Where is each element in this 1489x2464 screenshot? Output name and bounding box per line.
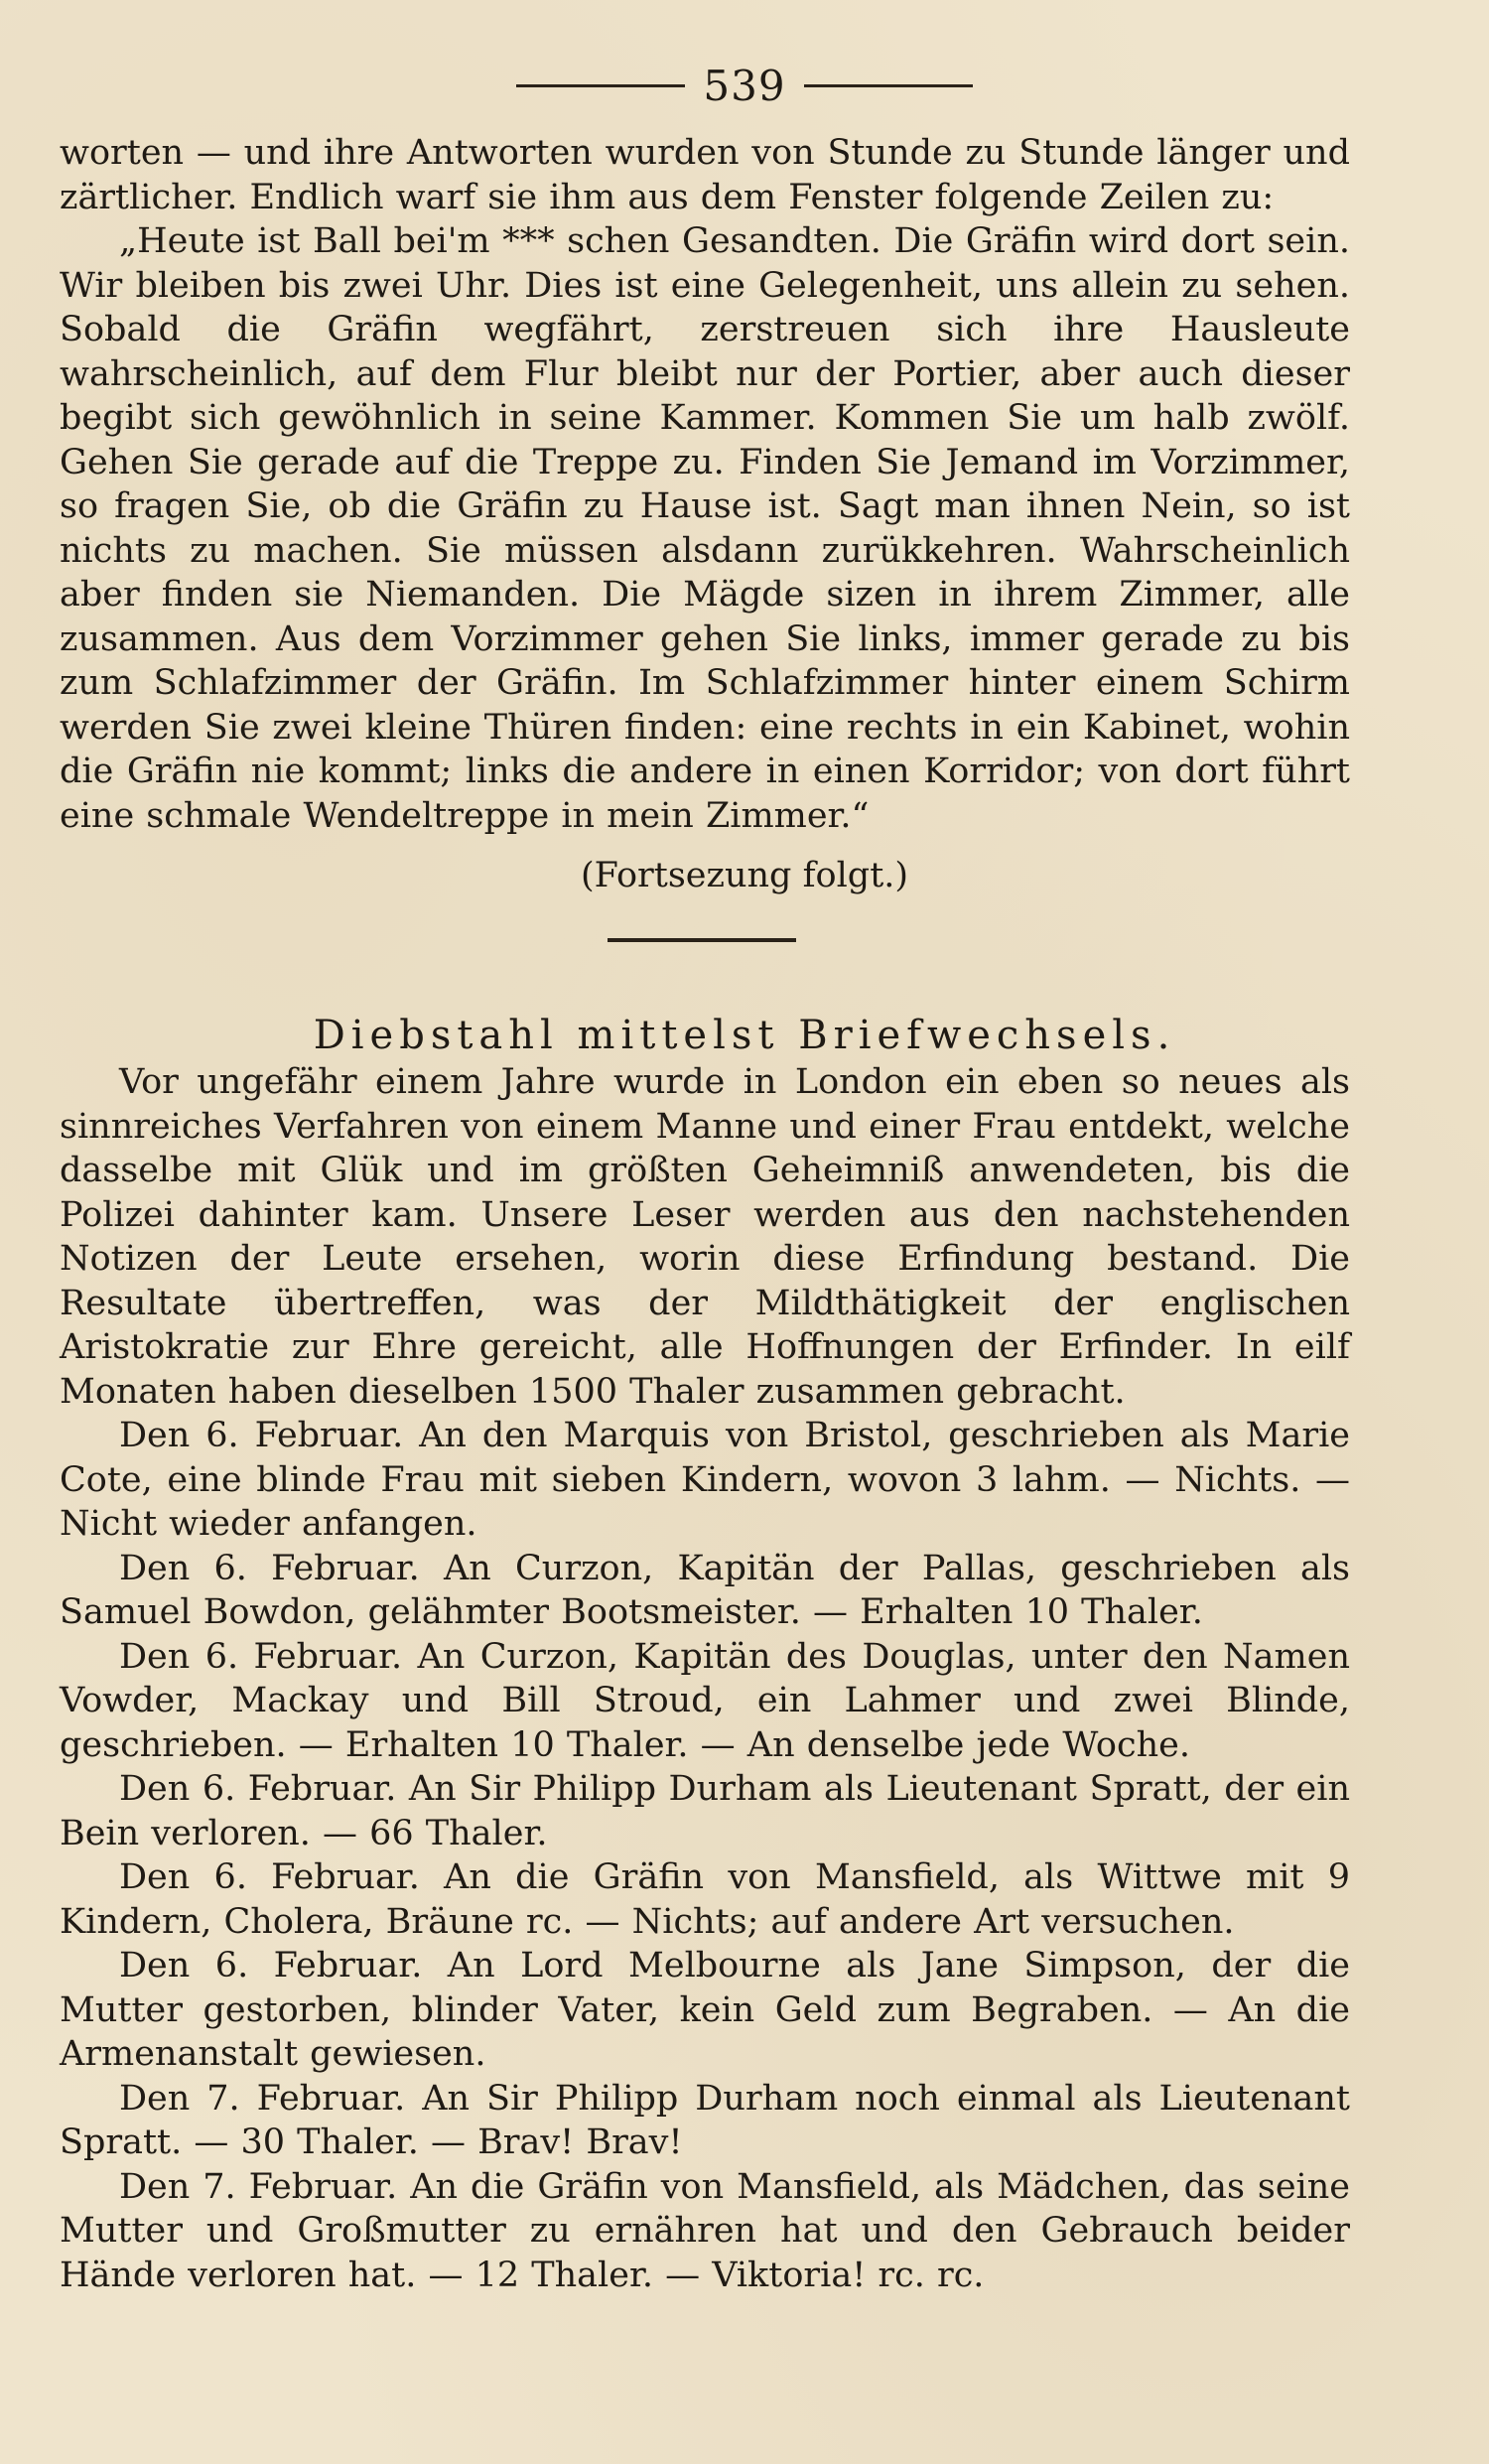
entry: Den 6. Februar. An Curzon, Kapitän des Douglas, unter den Namen Vowder, Mackay und Bill Stroud, ein Lahmer und zwei Blinde, geschrieben. — Erhalten 10 Thaler. — An denselbe jede Woche.: [60, 1636, 1350, 1765]
continuation-note: (Fortsezung folgt.): [580, 856, 909, 895]
header-rule-right: [804, 84, 973, 87]
article-title: Diebstahl mittelst Briefwechsels.: [313, 1013, 1176, 1058]
entry: Den 6. Februar. An Sir Philipp Durham als Lieutenant Spratt, der ein Bein verloren. — 66 Thaler.: [60, 1769, 1350, 1853]
paragraph-1: worten — und ihre Antworten wurden von Stunde zu Stunde länger und zärtlicher. Endlich warf sie ihm aus dem Fenster folgende Zeilen zu:: [60, 133, 1350, 217]
header-rule-left: [516, 84, 685, 87]
entry: Den 6. Februar. An Curzon, Kapitän der Pallas, geschrieben als Samuel Bowdon, gelähmter Bootsmeister. — Erhalten 10 Thaler.: [60, 1548, 1350, 1632]
entry: Den 6. Februar. An die Gräfin von Mansfield, als Wittwe mit 9 Kindern, Cholera, Bräune rc. — Nichts; auf andere Art versuchen.: [60, 1857, 1350, 1942]
page-header: [0, 62, 1489, 110]
section-separator: [608, 938, 796, 942]
article-body: [60, 1060, 1350, 2297]
page-number: 539: [703, 62, 786, 110]
paragraph-letter: „Heute ist Ball bei'm *** schen Gesandten. Die Gräfin wird dort sein. Wir bleiben bis zwei Uhr. Dies ist eine Gelegenheit, uns allein zu sehen. Sobald die Gräfin wegfährt, zerstreuen sich ihre Hausleute wahrscheinlich, auf dem Flur bleibt nur der Portier, aber auch dieser begibt sich gewöhnlich in seine Kammer. Kommen Sie um halb zwölf. Gehen Sie gerade auf die Treppe zu. Finden Sie Jemand im Vorzimmer, so fragen Sie, ob die Gräfin zu Hause ist. Sagt man ihnen Nein, so ist nichts zu machen. Sie müssen alsdann zurükkehren. Wahrscheinlich aber finden sie Niemanden. Die Mägde sizen in ihrem Zimmer, alle zusammen. Aus dem Vorzimmer gehen Sie links, immer gerade zu bis zum Schlafzimmer der Gräfin. Im Schlafzimmer hinter einem Schirm werden Sie zwei kleine Thüren finden: eine rechts in ein Kabinet, wohin die Gräfin nie kommt; links die andere in einen Korridor; von dort führt eine schmale Wendeltreppe in mein Zimmer.“: [60, 221, 1350, 836]
entry: Den 7. Februar. An Sir Philipp Durham noch einmal als Lieutenant Spratt. — 30 Thaler. — Brav! Brav!: [60, 2078, 1350, 2162]
entry: Den 6. Februar. An den Marquis von Bristol, geschrieben als Marie Cote, eine blinde Frau mit sieben Kindern, wovon 3 lahm. — Nichts. — Nicht wieder anfangen.: [60, 1416, 1350, 1544]
entry: Den 6. Februar. An Lord Melbourne als Jane Simpson, der die Mutter gestorben, blinder Vater, kein Geld zum Begraben. — An die Armenanstalt gewiesen.: [60, 1946, 1350, 2074]
entry: Den 7. Februar. An die Gräfin von Mansfield, als Mädchen, das seine Mutter und Großmutter zu ernähren hat und den Gebrauch beider Hände verloren hat. — 12 Thaler. — Viktoria! rc. rc.: [60, 2166, 1350, 2295]
article-intro: Vor ungefähr einem Jahre wurde in London ein eben so neues als sinnreiches Verfahren von einem Manne und einer Frau entdekt, welche dasselbe mit Glük und im größten Geheimniß anwendeten, bis die Polizei dahinter kam. Unsere Leser werden aus den nachstehenden Notizen der Leute ersehen, worin diese Erfindung bestand. Die Resultate übertreffen, was der Mildthätigkeit der englischen Aristokratie zur Ehre gereicht, alle Hoffnungen der Erfinder. In eilf Monaten haben dieselben 1500 Thaler zusammen gebracht.: [60, 1062, 1350, 1412]
article-continuation-text: [60, 131, 1350, 838]
